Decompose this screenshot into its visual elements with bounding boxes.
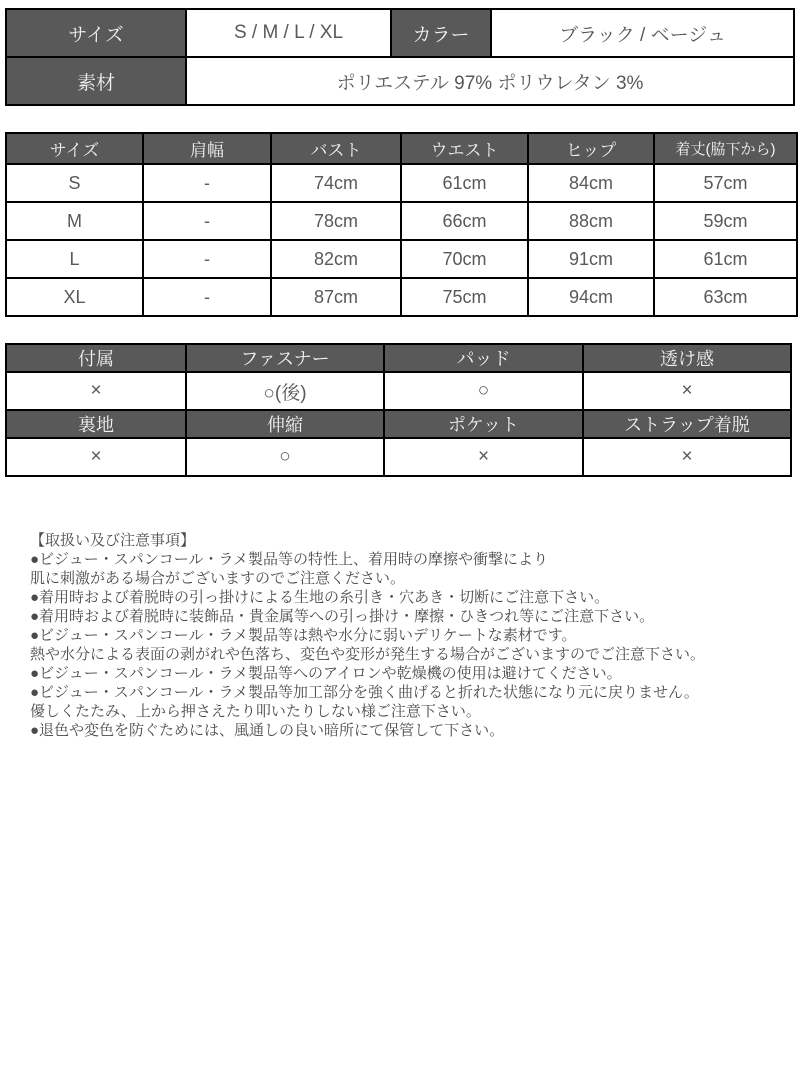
feature-value-lining: ×: [6, 438, 186, 476]
col-header-bust: バスト: [271, 133, 401, 164]
care-note-line: ●ビジュー・スパンコール・ラメ製品等の特性上、着用時の摩擦や衝撃により: [30, 551, 549, 568]
waist-value: 66cm: [401, 202, 528, 240]
feature-header-stretch: 伸縮: [186, 410, 384, 438]
material-label: 素材: [6, 57, 186, 105]
bust-value: 82cm: [271, 240, 401, 278]
table-row: [6, 202, 797, 240]
care-note-line: ●ビジュー・スパンコール・ラメ製品等加工部分を強く曲げると折れた状態になり元に戻りません。: [30, 684, 699, 701]
hip-value: 88cm: [528, 202, 654, 240]
size-chart-header-row: [6, 133, 797, 164]
col-header-length: 着丈(脇下から): [654, 133, 797, 164]
bust-value: 78cm: [271, 202, 401, 240]
color-label: カラー: [391, 9, 491, 57]
size-name: S: [6, 164, 143, 202]
length-value: 59cm: [654, 202, 797, 240]
care-note-line: 優しくたたみ、上から押さえたり叩いたりしない様ご注意下さい。: [30, 703, 481, 720]
table-row: [6, 240, 797, 278]
care-note-line: 肌に刺激がある場合がございますのでご注意ください。: [30, 570, 406, 587]
features-header-row: [6, 410, 791, 438]
col-header-size: サイズ: [6, 133, 143, 164]
shoulder-value: -: [143, 202, 271, 240]
feature-value-strap: ×: [583, 438, 791, 476]
col-header-waist: ウエスト: [401, 133, 528, 164]
care-notes: [30, 531, 770, 740]
size-name: M: [6, 202, 143, 240]
table-row: [6, 57, 794, 105]
waist-value: 75cm: [401, 278, 528, 316]
care-notes-title: 【取扱い及び注意事項】: [30, 532, 196, 549]
size-name: L: [6, 240, 143, 278]
size-value: S / M / L / XL: [186, 9, 391, 57]
care-note-line: 熱や水分による表面の剥がれや色落ち、変色や変形が発生する場合がございますのでご注意下さい。: [30, 646, 706, 663]
care-note-line: ●退色や変色を防ぐためには、風通しの良い暗所にて保管して下さい。: [30, 722, 505, 739]
length-value: 63cm: [654, 278, 797, 316]
table-row: [6, 164, 797, 202]
size-chart-table: [5, 132, 798, 317]
care-note-line: ●ビジュー・スパンコール・ラメ製品等へのアイロンや乾燥機の使用は避けてください。: [30, 665, 622, 682]
shoulder-value: -: [143, 240, 271, 278]
color-value: ブラック / ベージュ: [491, 9, 794, 57]
feature-header-lining: 裏地: [6, 410, 186, 438]
col-header-shoulder: 肩幅: [143, 133, 271, 164]
bust-value: 87cm: [271, 278, 401, 316]
care-note-line: ●着用時および着脱時に装飾品・貴金属等への引っ掛け・摩擦・ひきつれ等にご注意下さい。: [30, 608, 655, 625]
care-note-line: ●着用時および着脱時の引っ掛けによる生地の糸引き・穴あき・切断にご注意下さい。: [30, 589, 610, 606]
hip-value: 84cm: [528, 164, 654, 202]
feature-header-sheerness: 透け感: [583, 344, 791, 372]
feature-value-pocket: ×: [384, 438, 583, 476]
feature-header-pocket: ポケット: [384, 410, 583, 438]
feature-header-pad: パッド: [384, 344, 583, 372]
feature-value-accessory: ×: [6, 372, 186, 410]
table-row: [6, 278, 797, 316]
material-value: ポリエステル 97% ポリウレタン 3%: [186, 57, 794, 105]
col-header-hip: ヒップ: [528, 133, 654, 164]
feature-value-stretch: ○: [186, 438, 384, 476]
length-value: 61cm: [654, 240, 797, 278]
size-name: XL: [6, 278, 143, 316]
features-header-row: [6, 344, 791, 372]
table-row: [6, 372, 791, 410]
feature-header-accessory: 付属: [6, 344, 186, 372]
feature-header-fastener: ファスナー: [186, 344, 384, 372]
size-label: サイズ: [6, 9, 186, 57]
care-note-line: ●ビジュー・スパンコール・ラメ製品等は熱や水分に弱いデリケートな素材です。: [30, 627, 577, 644]
table-row: [6, 9, 794, 57]
waist-value: 70cm: [401, 240, 528, 278]
product-spec-page: [0, 8, 800, 740]
spec-summary-table: [5, 8, 795, 106]
bust-value: 74cm: [271, 164, 401, 202]
feature-value-sheerness: ×: [583, 372, 791, 410]
shoulder-value: -: [143, 164, 271, 202]
shoulder-value: -: [143, 278, 271, 316]
features-table: [5, 343, 792, 477]
hip-value: 91cm: [528, 240, 654, 278]
waist-value: 61cm: [401, 164, 528, 202]
feature-header-strap: ストラップ着脱: [583, 410, 791, 438]
feature-value-pad: ○: [384, 372, 583, 410]
length-value: 57cm: [654, 164, 797, 202]
table-row: [6, 438, 791, 476]
feature-value-fastener: ○(後): [186, 372, 384, 410]
hip-value: 94cm: [528, 278, 654, 316]
